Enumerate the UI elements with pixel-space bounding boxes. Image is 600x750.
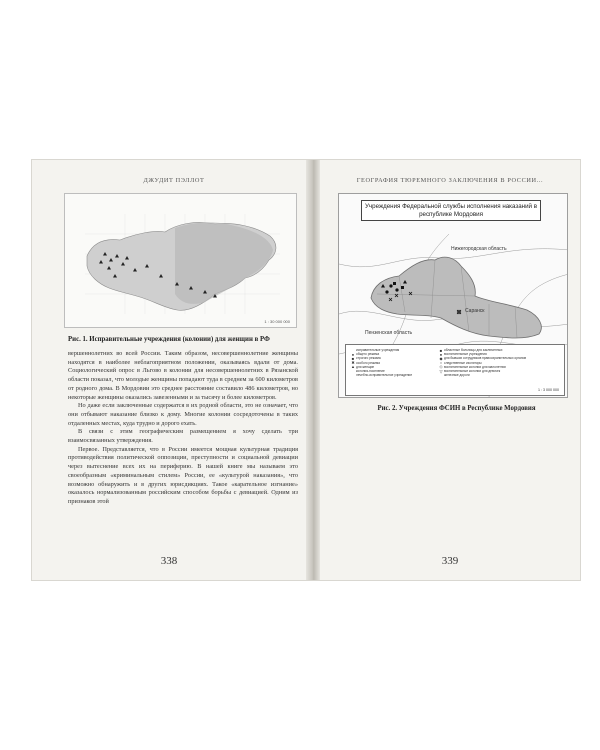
legend-item: ◆ для бывших сотрудников правоохранительных органов [439, 355, 527, 361]
russia-map-svg [65, 194, 298, 329]
legend-column-left [350, 348, 412, 377]
legend-item: ◇ воспитательные колонии для малолетних [439, 364, 507, 370]
legend-item: лечебно-исправительное учреждение [356, 373, 413, 378]
legend-item: ● общего режима [351, 351, 380, 357]
body-text [68, 350, 298, 507]
mordovia-map-figure [338, 193, 568, 398]
page-number-left: 338 [160, 555, 178, 567]
legend-item: ■ областные больницы для заключенных [439, 347, 503, 353]
page-number-right: 339 [441, 555, 459, 567]
nizhny-label: Нижегородская область [451, 246, 507, 252]
left-page [32, 160, 306, 580]
legend-item: исправительные учреждения [356, 348, 400, 353]
right-running-head: ГЕОГРАФИЯ ТЮРЕМНОГО ЗАКЛЮЧЕНИЯ В РОССИИ... [356, 177, 544, 184]
penza-label: Пензенская область [365, 330, 413, 336]
legend-item: железные дороги [444, 373, 470, 378]
right-page [320, 160, 580, 580]
legend-column-right [438, 348, 526, 377]
paragraph: В связи с этим географическим размещением я хочу сделать три взаимосвязанных утверждения. [68, 428, 298, 445]
legend-item: ■ строгого режима [351, 355, 381, 361]
legend-item: ✖ особого режима [351, 360, 380, 366]
book-gutter [306, 160, 320, 580]
map-title-box: Учреждения Федеральной службы исполнения наказаний в республике Мордовия [361, 200, 541, 221]
legend-item: колония-поселение [356, 369, 385, 374]
open-book [32, 160, 580, 580]
legend-item: ○ следственные изоляторы [439, 360, 482, 366]
paragraph: Но даже если заключенные содержатся в их родной области, это не означает, что они отбывают наказание близко к дому. Многие колонии сосредоточены в таких отдаленных местах, куда трудно и дорого ехать. [68, 402, 298, 427]
legend-scale: 1 : 3 000 000 [538, 388, 559, 392]
legend-item: ● воспитательные учреждения [439, 351, 487, 357]
map-legend [345, 344, 565, 396]
paragraph: вершеннолетних во всей России. Таким образом, несовершеннолетние женщины находятся в наиболее неблагоприятном положении, оказываясь вдали от дома. Социологический опрос в Льгово в колонии для несовершеннолетних в Рязанской области показал, что молодые женщины попадают туда в среднем за 600 километров от родного дома. В Мордовии это среднее расстояние составило 486 километров, но некоторые женщины оказались завезенными и за тысячу и более километров. [68, 350, 298, 401]
map-scale: 1 : 30 000 000 [264, 319, 290, 324]
legend-item: ▽ воспитательные колонии для девочек [439, 368, 501, 374]
figure-1-caption: Рис. 1. Исправительные учреждения (колонии) для женщин в РФ [68, 336, 270, 343]
legend-item: ▲ для женщин [351, 364, 375, 370]
saransk-label: Саранск [465, 308, 485, 314]
russia-map-figure [64, 193, 297, 328]
figure-2-caption: Рис. 2. Учреждения ФСИН в Республике Мордовия [377, 405, 536, 412]
left-running-head: ДЖУДИТ ПЭЛЛОТ [143, 177, 205, 184]
paragraph: Первое. Представляется, что в России имеется мощная культурная традиция противодействия политической оппозиции, преступности и социальной девиации через вытеснение всех их на периферию. В нашей книге мы называем это своеобразным «криминальным стилем» России, ее «культурой наказания», что возможно обнаружить и в других юрисдикциях. Такое «карательное изгнание» оказалось нормализованным российским способом борьбы с девиацией. Одним из признаков этой [68, 445, 298, 505]
